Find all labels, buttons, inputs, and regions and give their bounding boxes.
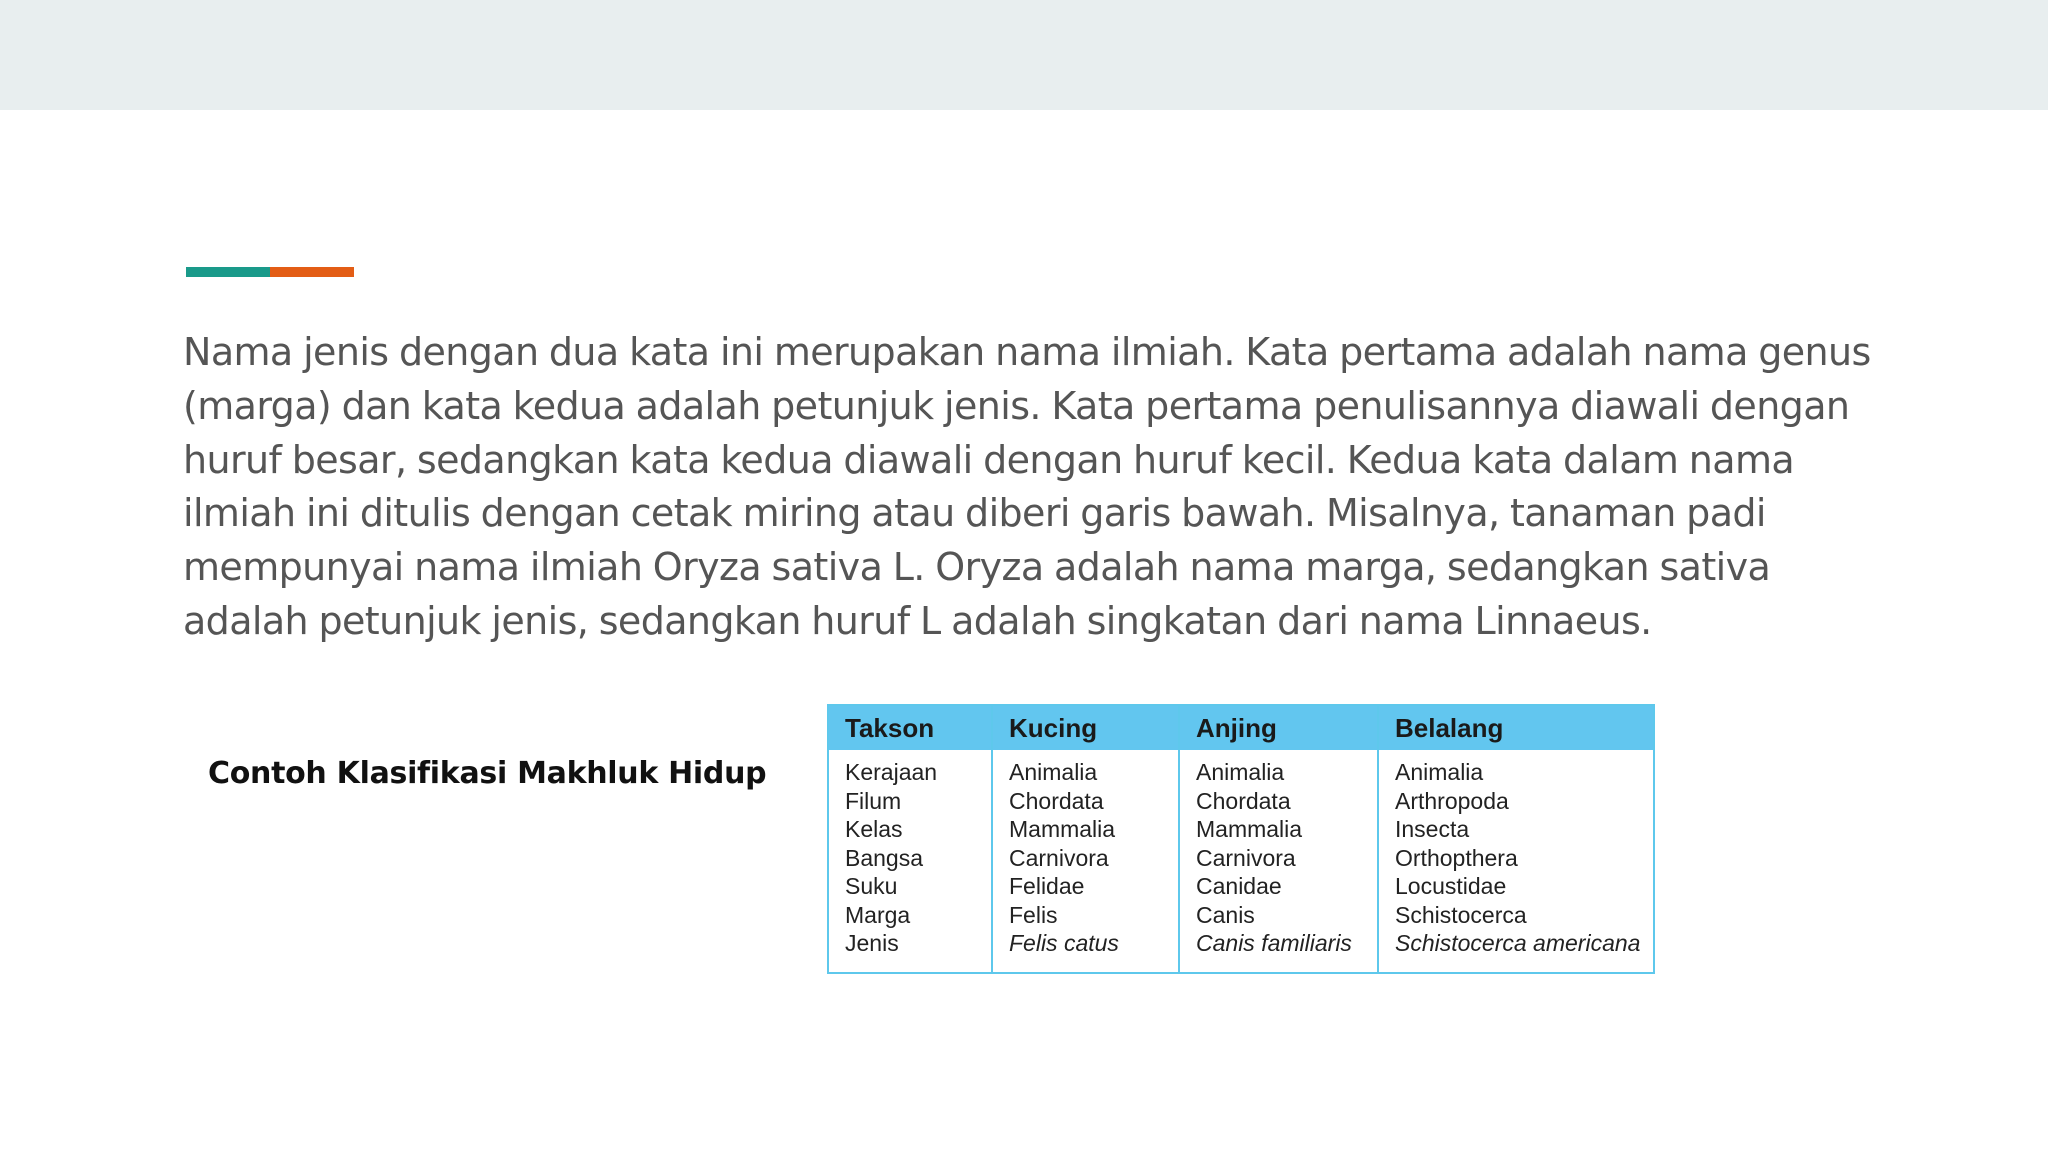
table-cell: Felidae bbox=[1009, 873, 1085, 899]
table-header-row bbox=[829, 706, 1653, 750]
table-cell: Canis bbox=[1196, 901, 1255, 928]
table-cell: Canidae bbox=[1196, 873, 1282, 899]
table-cell: Suku bbox=[845, 873, 898, 899]
top-band bbox=[0, 0, 2048, 110]
table-cell: Chordata bbox=[1196, 787, 1291, 814]
header-kucing: Kucing bbox=[992, 706, 1179, 750]
table-cell: Animalia bbox=[1009, 759, 1098, 785]
table-cell: Animalia bbox=[1395, 759, 1484, 785]
table-cell-species: Felis catus bbox=[1009, 930, 1119, 956]
table-body-row bbox=[829, 750, 1653, 972]
table-cell: Kelas bbox=[845, 816, 903, 842]
table-cell-species: Schistocerca americana bbox=[1395, 930, 1641, 956]
column-belalang bbox=[1378, 750, 1653, 972]
table-cell: Carnivora bbox=[1009, 844, 1109, 871]
table-cell: Carnivora bbox=[1196, 844, 1296, 871]
accent-bar-teal bbox=[186, 267, 270, 277]
table-caption: Contoh Klasifikasi Makhluk Hidup bbox=[208, 756, 767, 791]
table-cell: Marga bbox=[845, 901, 911, 928]
table-cell: Orthopthera bbox=[1395, 844, 1518, 871]
column-kucing bbox=[992, 750, 1179, 972]
header-takson: Takson bbox=[829, 706, 992, 750]
table-cell: Kerajaan bbox=[845, 759, 938, 785]
table-cell: Filum bbox=[845, 787, 902, 814]
table-cell: Insecta bbox=[1395, 816, 1470, 842]
title-accent-bar bbox=[186, 267, 354, 277]
table-cell: Mammalia bbox=[1196, 816, 1303, 842]
table-cell: Bangsa bbox=[845, 844, 924, 871]
header-anjing: Anjing bbox=[1179, 706, 1378, 750]
header-belalang: Belalang bbox=[1378, 706, 1653, 750]
accent-bar-orange bbox=[270, 267, 354, 277]
table-cell: Arthropoda bbox=[1395, 787, 1509, 814]
table-cell-species: Canis familiaris bbox=[1196, 930, 1352, 956]
column-takson bbox=[829, 750, 992, 972]
classification-table bbox=[827, 704, 1655, 974]
table-cell: Schistocerca bbox=[1395, 901, 1527, 928]
table-cell: Animalia bbox=[1196, 759, 1285, 785]
table-cell: Jenis bbox=[845, 930, 899, 956]
table-cell: Chordata bbox=[1009, 787, 1104, 814]
body-paragraph: Nama jenis dengan dua kata ini merupakan nama ilmiah. Kata pertama adalah nama genus (marga) dan kata kedua adalah petunjuk jenis. Kata pertama penulisannya diawali dengan huruf besar, sedangkan kata kedua diawali dengan huruf kecil. Kedua kata dalam nama ilmiah ini ditulis dengan cetak miring atau diberi garis bawah. Misalnya, tanaman padi mempunyai nama ilmiah Oryza sativa L. Oryza adalah nama marga, sedangkan sativa adalah petunjuk jenis, sedangkan huruf L adalah singkatan dari nama Linnaeus. bbox=[183, 330, 1871, 643]
table-cell: Felis bbox=[1009, 901, 1058, 928]
table-cell: Mammalia bbox=[1009, 816, 1116, 842]
column-anjing bbox=[1179, 750, 1378, 972]
table-cell: Locustidae bbox=[1395, 873, 1507, 899]
